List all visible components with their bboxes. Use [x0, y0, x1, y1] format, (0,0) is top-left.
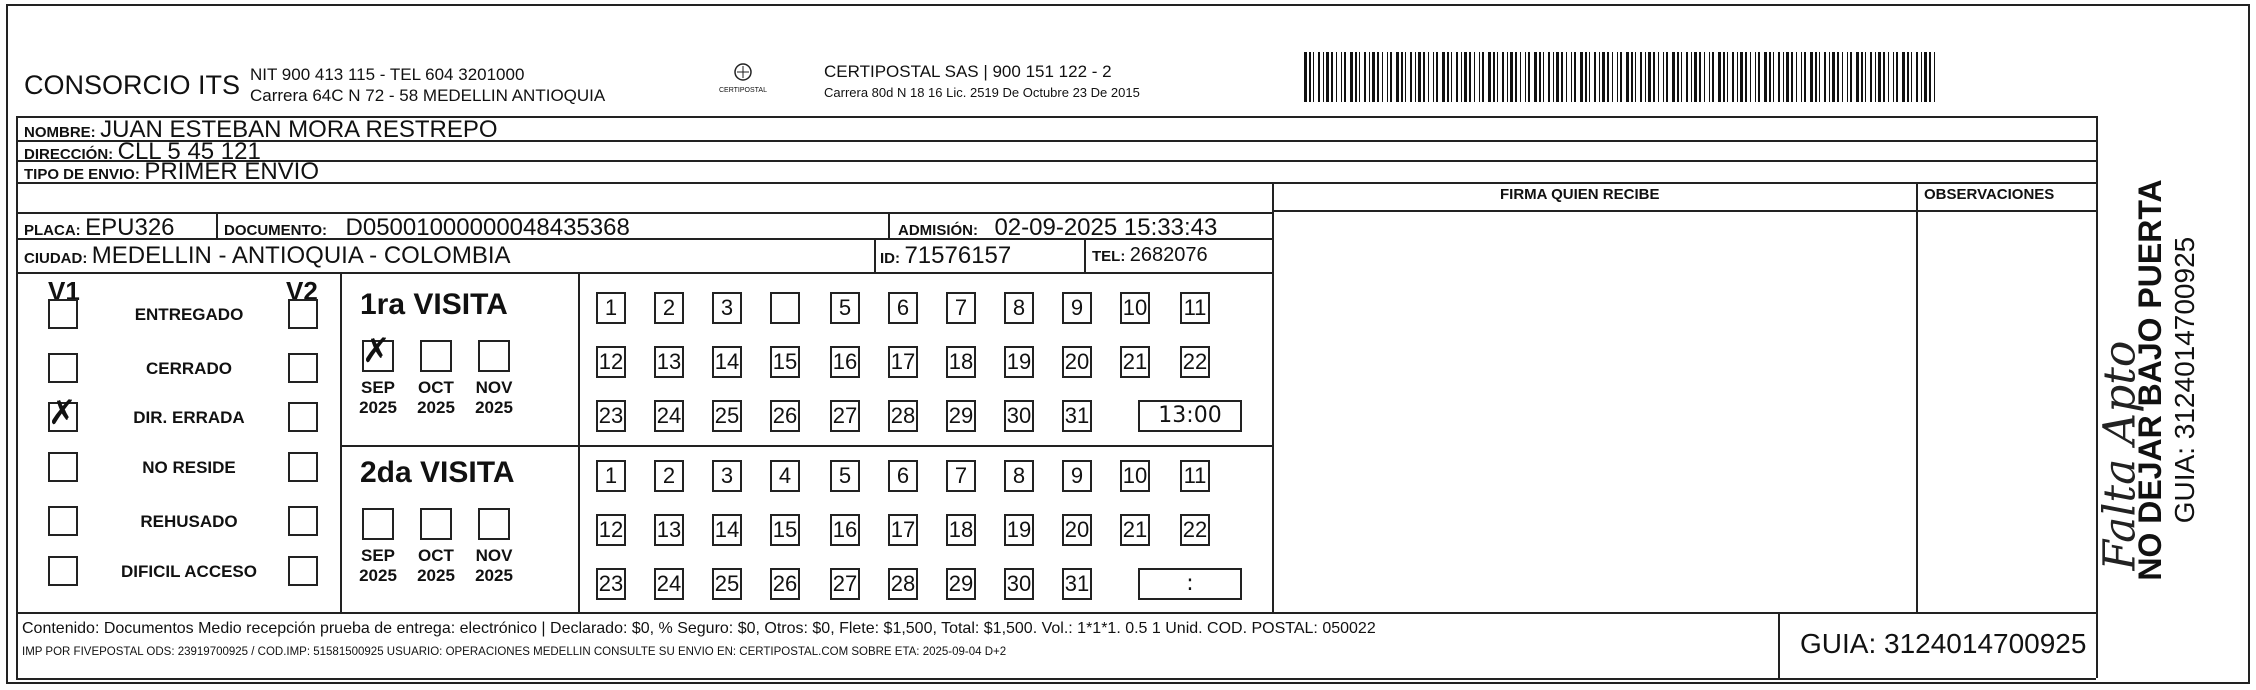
certipostal-logo: [712, 62, 774, 94]
barcode-bar: [1433, 52, 1434, 102]
barcode-bar: [1469, 52, 1471, 102]
month-checkbox[interactable]: [478, 508, 510, 540]
barcode-bar: [1645, 52, 1646, 102]
barcode-bar: [1571, 52, 1572, 102]
barcode-bar: [1326, 52, 1329, 102]
side-guia: GUIA: 3124014700925: [2169, 236, 2200, 524]
barcode-bar: [1507, 52, 1508, 102]
barcode-bar: [1323, 52, 1324, 102]
barcode-bar: [1474, 52, 1475, 102]
barcode-bar: [1318, 52, 1320, 102]
barcode-bar: [1883, 52, 1885, 102]
barcode-bar: [1396, 52, 1399, 102]
barcode-bar: [1727, 52, 1728, 102]
id-value: 71576157: [904, 242, 1012, 269]
month-name: NOV: [475, 378, 513, 397]
visit-title: 1ra VISITA: [360, 288, 508, 321]
footer-line2: IMP POR FIVEPOSTAL ODS: 23919700925 / COD.IMP: 51581500925 USUARIO: OPERACIONES MEDELLIN CONSULTE SU ENVIO EN: CERTIPOSTAL.COM SOBRE ETA: 2025-09-04 D+2: [22, 646, 1007, 658]
barcode-bar: [1850, 52, 1852, 102]
barcode-bar: [1599, 52, 1600, 102]
barcode-bar: [1815, 52, 1817, 102]
day-box[interactable]: 26: [770, 400, 800, 432]
barcode-bar: [1548, 52, 1550, 102]
barcode-bar: [1528, 52, 1530, 102]
observaciones-header: OBSERVACIONES: [1924, 186, 2055, 203]
barcode-bar: [1423, 52, 1425, 102]
admision-value: 02-09-2025 15:33:43: [994, 214, 1218, 241]
month-checkbox[interactable]: ✗: [362, 340, 394, 372]
day-box[interactable]: 31: [1062, 400, 1092, 432]
day-box[interactable]: 22: [1180, 346, 1210, 378]
admision-row: [898, 214, 1217, 242]
barcode-bar: [1515, 52, 1517, 102]
certipostal-line2: Carrera 80d N 18 16 Lic. 2519 De Octubre 23 De 2015: [824, 85, 1140, 100]
barcode-bar: [1525, 52, 1526, 102]
barcode-bar: [1566, 52, 1567, 102]
barcode-bar: [1626, 52, 1629, 102]
status-v2-checkbox[interactable]: [288, 299, 318, 329]
barcode-bar: [1740, 52, 1743, 102]
day-box[interactable]: 29: [946, 568, 976, 600]
day-box[interactable]: 7: [946, 292, 976, 324]
day-box[interactable]: 8: [1004, 460, 1034, 492]
documento-row: [224, 214, 630, 242]
tipo-value: PRIMER ENVIO: [144, 158, 320, 185]
month-name: NOV: [475, 546, 513, 565]
barcode-bar: [1589, 52, 1590, 102]
barcode-bar: [1861, 52, 1863, 102]
month-label: [354, 546, 402, 586]
day-box[interactable]: 14: [712, 346, 742, 378]
day-box[interactable]: 29: [946, 400, 976, 432]
barcode-bar: [1723, 52, 1725, 102]
day-box[interactable]: 13: [654, 514, 684, 546]
day-box[interactable]: 18: [946, 514, 976, 546]
barcode-bar: [1635, 52, 1636, 102]
barcode-bar: [1870, 52, 1872, 102]
tel-value: 2682076: [1129, 244, 1208, 266]
barcode-bar: [1372, 52, 1375, 102]
day-box[interactable]: 21: [1120, 514, 1150, 546]
month-year: 2025: [417, 566, 455, 585]
side-panel: [2132, 170, 2201, 590]
nombre-value: JUAN ESTEBAN MORA RESTREPO: [100, 116, 498, 143]
barcode-bar: [1401, 52, 1403, 102]
status-v2-checkbox[interactable]: [288, 402, 318, 432]
nit-line: NIT 900 413 115 - TEL 604 3201000: [250, 65, 525, 84]
month-checkbox[interactable]: [362, 508, 394, 540]
barcode-bar: [1691, 52, 1692, 102]
barcode-bar: [1355, 52, 1357, 102]
barcode-bar: [1464, 52, 1467, 102]
barcode-bar: [1666, 52, 1668, 102]
visit-time[interactable]: :: [1138, 568, 1242, 600]
status-label: REHUSADO: [140, 512, 238, 531]
status-label: DIFICIL ACCESO: [120, 562, 257, 581]
barcode-bar: [1553, 52, 1554, 102]
barcode-bar: [1681, 52, 1682, 102]
barcode-bar: [1750, 52, 1751, 102]
barcode-bar: [1929, 52, 1931, 102]
month-label: [470, 546, 518, 586]
barcode-bar: [1418, 52, 1421, 102]
barcode-bar: [1902, 52, 1905, 102]
barcode-bar: [1709, 52, 1710, 102]
month-label: [412, 378, 460, 418]
barcode-bar: [1461, 52, 1462, 102]
day-box[interactable]: 31: [1062, 568, 1092, 600]
day-box[interactable]: 6: [888, 292, 918, 324]
barcode-bar: [1755, 52, 1756, 102]
barcode-bar: [1764, 52, 1767, 102]
status-v1-checkbox[interactable]: [48, 506, 78, 536]
status-v2-checkbox[interactable]: [288, 452, 318, 482]
barcode-bar: [1390, 52, 1392, 102]
barcode-bar: [1878, 52, 1881, 102]
barcode-bar: [1620, 52, 1622, 102]
ciudad-row: [24, 242, 511, 270]
barcode-bar: [1865, 52, 1866, 102]
barcode-bar: [1875, 52, 1876, 102]
barcode-bar: [1607, 52, 1609, 102]
barcode-bar: [1534, 52, 1537, 102]
day-box[interactable]: 11: [1180, 292, 1210, 324]
tipo-label: TIPO DE ENVIO:: [24, 166, 140, 183]
barcode-bar: [1436, 52, 1438, 102]
month-label: [354, 378, 402, 418]
month-name: SEP: [360, 546, 396, 565]
direccion-value: CLL 5 45 121: [117, 138, 261, 165]
barcode-bar: [1745, 52, 1747, 102]
status-v2-checkbox[interactable]: [288, 353, 318, 383]
placa-value: EPU326: [85, 214, 175, 241]
barcode-bar: [1704, 52, 1705, 102]
month-checkbox[interactable]: [420, 340, 452, 372]
barcode-bar: [1773, 52, 1774, 102]
v1-header: V1: [48, 276, 80, 306]
day-box[interactable]: 10: [1120, 460, 1150, 492]
barcode-bar: [1594, 52, 1596, 102]
day-box[interactable]: 7: [946, 460, 976, 492]
form-frame: [6, 4, 2250, 684]
barcode-bar: [1580, 52, 1583, 102]
barcode-bar: [1783, 52, 1784, 102]
barcode-bar: [1732, 52, 1734, 102]
barcode-bar: [1313, 52, 1314, 102]
day-box[interactable]: 22: [1180, 514, 1210, 546]
day-box[interactable]: 19: [1004, 514, 1034, 546]
barcode-bar: [1447, 52, 1449, 102]
barcode-bar: [1331, 52, 1333, 102]
tel-row: [1092, 244, 1208, 267]
barcode-bar: [1924, 52, 1927, 102]
ciudad-value: MEDELLIN - ANTIOQUIA - COLOMBIA: [91, 242, 511, 269]
barcode-bar: [1497, 52, 1498, 102]
barcode-bar: [1344, 52, 1346, 102]
id-row: [880, 242, 1011, 270]
barcode-bar: [1810, 52, 1813, 102]
status-v1-checkbox[interactable]: [48, 452, 78, 482]
barcode-bar: [1677, 52, 1679, 102]
barcode-bar: [1648, 52, 1651, 102]
month-year: 2025: [359, 566, 397, 585]
day-box[interactable]: 12: [596, 346, 626, 378]
firma-header: FIRMA QUIEN RECIBE: [1500, 186, 1660, 203]
barcode-bar: [1561, 52, 1563, 102]
certipostal-line1: CERTIPOSTAL SAS | 900 151 122 - 2: [824, 62, 1112, 81]
tipo-row: [24, 158, 319, 186]
barcode-bar: [1778, 52, 1780, 102]
day-box[interactable]: 20: [1062, 514, 1092, 546]
barcode-bar: [1341, 52, 1342, 102]
month-name: SEP: [360, 378, 396, 397]
barcode-bar: [1405, 52, 1406, 102]
barcode-bar: [1694, 52, 1697, 102]
barcode-bar: [1451, 52, 1452, 102]
company-address: Carrera 64C N 72 - 58 MEDELLIN ANTIOQUIA: [250, 86, 606, 105]
status-label: DIR. ERRADA: [133, 408, 245, 427]
day-box[interactable]: 9: [1062, 292, 1092, 324]
documento-value: D05001000000048435368: [345, 214, 630, 241]
day-box[interactable]: 20: [1062, 346, 1092, 378]
logo-text: CERTIPOSTAL: [719, 87, 767, 94]
direccion-label: DIRECCIÓN:: [24, 146, 114, 163]
barcode-bar: [1819, 52, 1820, 102]
barcode-bar: [1556, 52, 1559, 102]
barcode-bar: [1369, 52, 1370, 102]
visit-time[interactable]: 13:00: [1138, 400, 1242, 432]
footer-line1: Contenido: Documentos Medio recepción prueba de entrega: electrónico | Declarado: $0, % Seguro: $0, Otros: $0, Flete: $1,500, Total: $1,500. Vol.: 1*1*1. 0.5 1 Unid. COD. POSTAL: 050022: [22, 620, 1376, 637]
day-box[interactable]: 17: [888, 346, 918, 378]
side-warning: NO DEJAR BAJO PUERTA: [2132, 179, 2168, 581]
placa-row: [24, 214, 175, 242]
barcode-bar: [1796, 52, 1797, 102]
month-year: 2025: [475, 398, 513, 417]
barcode-bar: [1350, 52, 1353, 102]
barcode-bar: [1456, 52, 1458, 102]
barcode-bar: [1663, 52, 1664, 102]
day-box[interactable]: 2: [654, 292, 684, 324]
barcode-bar: [1658, 52, 1659, 102]
barcode-bar: [1617, 52, 1618, 102]
day-box[interactable]: 27: [830, 568, 860, 600]
barcode-bar: [1612, 52, 1613, 102]
barcode-bar: [1602, 52, 1605, 102]
day-box[interactable]: 2: [654, 460, 684, 492]
day-box[interactable]: 23: [596, 400, 626, 432]
barcode-bar: [1336, 52, 1337, 102]
barcode-bar: [1769, 52, 1771, 102]
day-box[interactable]: 13: [654, 346, 684, 378]
month-label: [470, 378, 518, 418]
barcode-bar: [1479, 52, 1480, 102]
barcode-bar: [1653, 52, 1655, 102]
barcode-bar: [1791, 52, 1793, 102]
tel-label: TEL:: [1092, 248, 1126, 265]
barcode-bar: [1921, 52, 1922, 102]
barcode-bar: [1482, 52, 1484, 102]
barcode-bar: [1916, 52, 1918, 102]
day-box[interactable]: 11: [1180, 460, 1210, 492]
barcode-bar: [1304, 52, 1307, 102]
day-box[interactable]: 16: [830, 346, 860, 378]
visit-title: 2da VISITA: [360, 456, 515, 489]
documento-label: DOCUMENTO:: [224, 222, 328, 239]
day-box[interactable]: 15: [770, 346, 800, 378]
day-box[interactable]: 9: [1062, 460, 1092, 492]
barcode-bar: [1847, 52, 1848, 102]
day-box[interactable]: 3: [712, 292, 742, 324]
barcode-bar: [1382, 52, 1383, 102]
barcode-bar: [1364, 52, 1366, 102]
logo-icon: [731, 62, 755, 82]
barcode-bar: [1520, 52, 1521, 102]
day-box[interactable]: 21: [1120, 346, 1150, 378]
month-label: [412, 546, 460, 586]
day-box[interactable]: 4: [770, 460, 800, 492]
barcode-bar: [1934, 52, 1935, 102]
day-box[interactable]: 10: [1120, 292, 1150, 324]
barcode-bar: [1758, 52, 1760, 102]
day-box[interactable]: 26: [770, 568, 800, 600]
company-name: CONSORCIO ITS: [24, 70, 241, 100]
barcode-bar: [1893, 52, 1894, 102]
day-box[interactable]: 24: [654, 568, 684, 600]
v2-header: V2: [286, 276, 318, 306]
month-year: 2025: [417, 398, 455, 417]
nombre-label: NOMBRE:: [24, 124, 96, 141]
barcode-bar: [1911, 52, 1912, 102]
barcode-bar: [1832, 52, 1835, 102]
placa-label: PLACA:: [24, 222, 81, 239]
month-checkbox[interactable]: [420, 508, 452, 540]
day-box[interactable]: 25: [712, 400, 742, 432]
barcode-bar: [1574, 52, 1576, 102]
ciudad-label: CIUDAD:: [24, 250, 88, 267]
status-v1-checkbox[interactable]: [48, 353, 78, 383]
day-box[interactable]: [770, 292, 800, 324]
barcode-bar: [1786, 52, 1789, 102]
day-box[interactable]: 30: [1004, 568, 1034, 600]
day-box[interactable]: 24: [654, 400, 684, 432]
month-year: 2025: [475, 566, 513, 585]
day-box[interactable]: 3: [712, 460, 742, 492]
status-label: NO RESIDE: [142, 458, 236, 477]
barcode-bar: [1442, 52, 1445, 102]
day-box[interactable]: 30: [1004, 400, 1034, 432]
barcode-bar: [1699, 52, 1701, 102]
barcode-bar: [1387, 52, 1388, 102]
day-box[interactable]: 25: [712, 568, 742, 600]
barcode-bar: [1377, 52, 1379, 102]
status-label: CERRADO: [146, 359, 232, 378]
day-box[interactable]: 23: [596, 568, 626, 600]
status-v1-checkbox[interactable]: ✗: [48, 393, 77, 433]
day-box[interactable]: 16: [830, 514, 860, 546]
admision-label: ADMISIÓN:: [898, 222, 978, 239]
barcode-bar: [1488, 52, 1491, 102]
day-box[interactable]: 17: [888, 514, 918, 546]
status-v2-checkbox[interactable]: [288, 506, 318, 536]
barcode-bar: [1493, 52, 1495, 102]
day-box[interactable]: 14: [712, 514, 742, 546]
barcode-bar: [1712, 52, 1714, 102]
barcode-bar: [1686, 52, 1688, 102]
footer-guia: GUIA: 3124014700925: [1800, 628, 2087, 659]
day-box[interactable]: 12: [596, 514, 626, 546]
day-box[interactable]: 28: [888, 400, 918, 432]
barcode-bar: [1539, 52, 1541, 102]
barcode-bar: [1804, 52, 1806, 102]
month-year: 2025: [359, 398, 397, 417]
observacion-handwritten: Falta Apto: [2094, 340, 2146, 571]
status-label: ENTREGADO: [134, 305, 244, 324]
barcode-bar: [1718, 52, 1721, 102]
barcode-bar: [1543, 52, 1544, 102]
barcode-bar: [1410, 52, 1412, 102]
company-contact: [250, 64, 605, 106]
day-box[interactable]: 1: [596, 292, 626, 324]
barcode-bar: [1415, 52, 1416, 102]
month-name: OCT: [418, 546, 454, 565]
day-box[interactable]: 6: [888, 460, 918, 492]
barcode-bar: [1585, 52, 1587, 102]
barcode-bar: [1824, 52, 1826, 102]
day-box[interactable]: 5: [830, 292, 860, 324]
barcode-bar: [1502, 52, 1504, 102]
barcode-bar: [1309, 52, 1311, 102]
barcode-bar: [1896, 52, 1898, 102]
barcode-bar: [1428, 52, 1429, 102]
day-box[interactable]: 8: [1004, 292, 1034, 324]
barcode-bar: [1907, 52, 1909, 102]
month-name: OCT: [418, 378, 454, 397]
barcode-bar: [1359, 52, 1360, 102]
day-box[interactable]: 15: [770, 514, 800, 546]
barcode-bar: [1888, 52, 1889, 102]
day-box[interactable]: 19: [1004, 346, 1034, 378]
status-v2-checkbox[interactable]: [288, 556, 318, 586]
status-v1-checkbox[interactable]: [48, 299, 78, 329]
day-box[interactable]: 18: [946, 346, 976, 378]
day-box[interactable]: 1: [596, 460, 626, 492]
barcode-bar: [1801, 52, 1802, 102]
barcode-bar: [1640, 52, 1642, 102]
day-box[interactable]: 27: [830, 400, 860, 432]
status-v1-checkbox[interactable]: [48, 556, 78, 586]
certipostal-info: [824, 62, 1140, 100]
barcode-bar: [1672, 52, 1675, 102]
barcode-bar: [1842, 52, 1843, 102]
barcode-bar: [1829, 52, 1830, 102]
barcode-bar: [1510, 52, 1513, 102]
barcode-bar: [1737, 52, 1738, 102]
barcode-bar: [1856, 52, 1859, 102]
day-box[interactable]: 5: [830, 460, 860, 492]
day-box[interactable]: 28: [888, 568, 918, 600]
month-checkbox[interactable]: [478, 340, 510, 372]
barcode-bar: [1631, 52, 1633, 102]
id-label: ID:: [880, 250, 900, 267]
barcode: [1304, 52, 1940, 102]
barcode-bar: [1837, 52, 1839, 102]
